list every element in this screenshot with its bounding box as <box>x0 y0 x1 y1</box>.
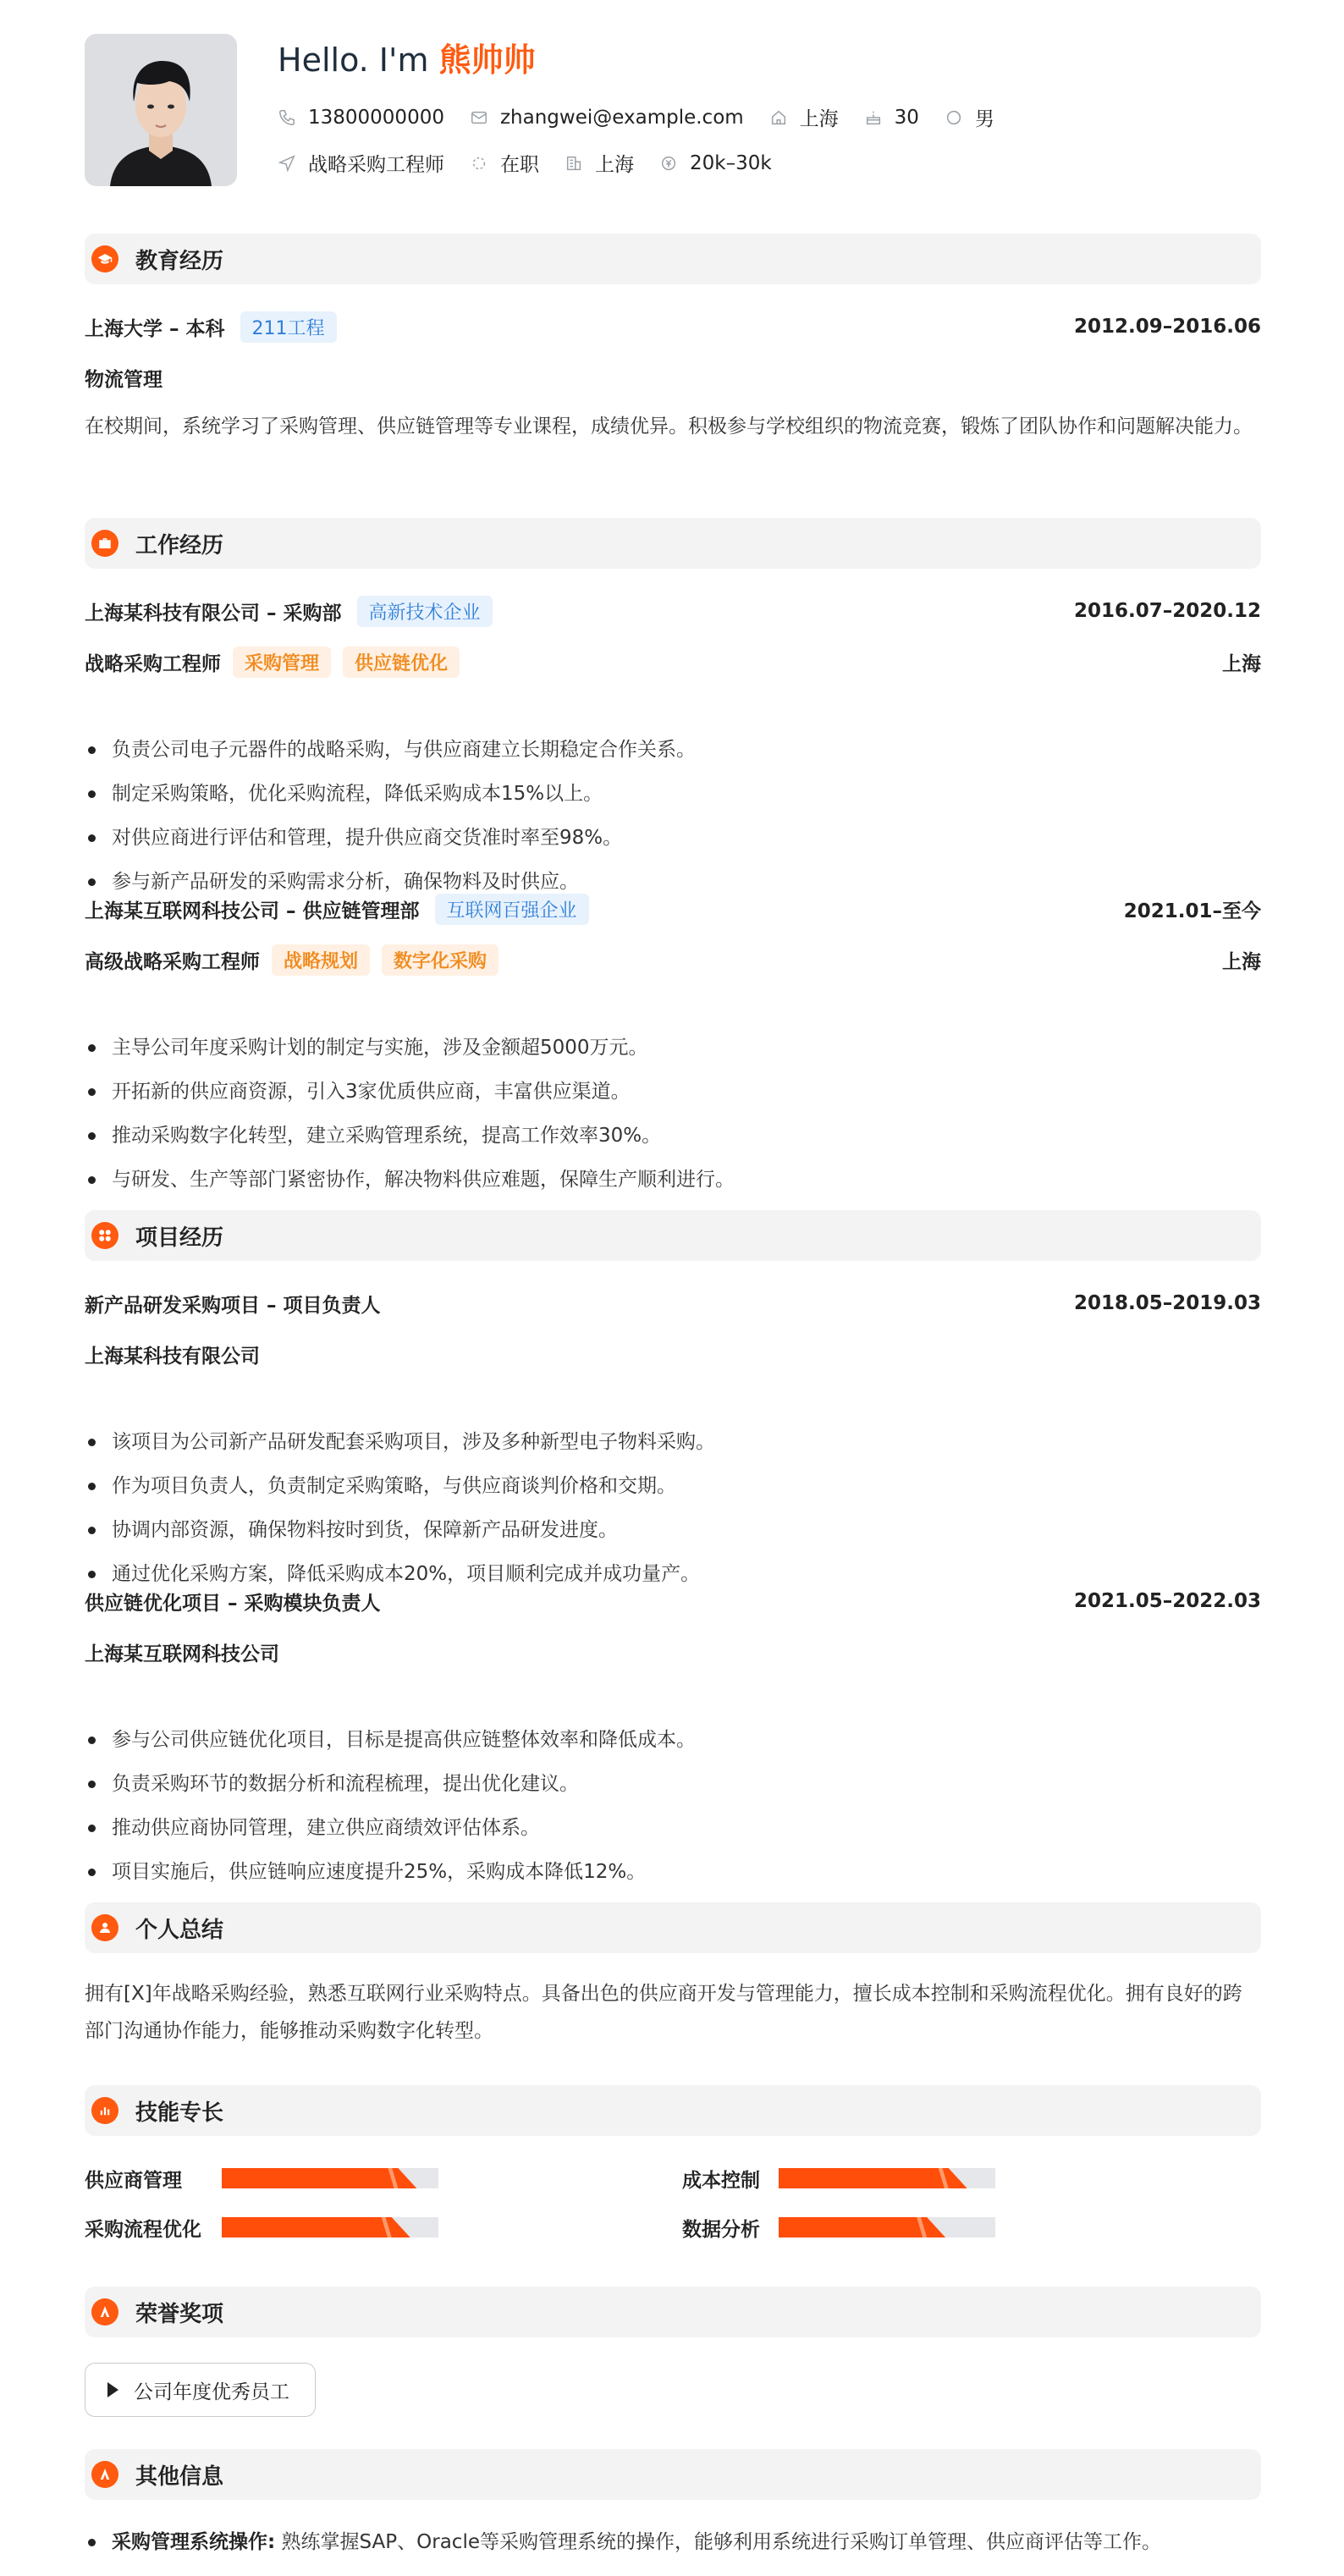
city-value: 上海 <box>799 108 839 130</box>
briefcase-icon <box>91 530 118 557</box>
mail-icon <box>470 108 488 127</box>
list-item: 作为项目负责人，负责制定采购策略，与供应商谈判价格和交期。 <box>85 1471 1261 1515</box>
position-value: 战略采购工程师 <box>308 154 444 176</box>
project-1-company-row <box>85 1339 1261 1369</box>
skills-section-header <box>85 2085 1261 2136</box>
work-1-period: 2016.07–2020.12 <box>1073 600 1261 622</box>
work-2-bullets <box>85 1032 1261 1208</box>
other-section-title: 其他信息 <box>135 2463 224 2490</box>
list-item: 通过优化采购方案，降低采购成本20%，项目顺利完成并成功量产。 <box>85 1559 1261 1603</box>
list-item: 制定采购策略，优化采购流程，降低采购成本15%以上。 <box>85 779 1261 823</box>
graduation-cap-icon <box>91 245 118 272</box>
age-info <box>864 107 919 129</box>
target-city-info <box>565 149 634 177</box>
work-1-title: 战略采购工程师 <box>85 652 221 675</box>
work-2-period: 2021.01–至今 <box>1123 900 1261 922</box>
school-name: 上海大学 – 本科 <box>85 317 225 340</box>
work-2-title: 高级战略采购工程师 <box>85 950 260 973</box>
skills-section-title: 技能专长 <box>135 2100 224 2126</box>
list-item: 负责公司电子元器件的战略采购，与供应商建立长期稳定合作关系。 <box>85 735 1261 779</box>
contact-row <box>278 103 1020 131</box>
education-description: 在校期间，系统学习了采购管理、供应链管理等专业课程，成绩优异。积极参与学校组织的物流竞赛，锻炼了团队协作和问题解决能力。 <box>85 416 1253 438</box>
status-icon <box>470 154 488 173</box>
honors-section-header <box>85 2287 1261 2337</box>
education-entry-header <box>85 311 1261 342</box>
list-item: 该项目为公司新产品研发配套采购项目，涉及多种新型电子物料采购。 <box>85 1427 1261 1471</box>
education-major-row <box>85 362 1261 393</box>
work-1-company: 上海某科技有限公司 – 采购部 <box>85 602 342 625</box>
work-1-bullets <box>85 735 1261 911</box>
status-info <box>470 149 539 177</box>
city-info <box>769 103 839 131</box>
skill-item <box>682 2163 995 2193</box>
home-icon <box>769 108 788 127</box>
list-item <box>85 2527 1261 2557</box>
skill-bar-fill <box>222 2217 410 2237</box>
work-entry-2-header <box>85 894 1261 924</box>
work-entry-1-header <box>85 596 1261 626</box>
age-value: 30 <box>894 106 919 129</box>
list-item: 开拓新的供应商资源，引入3家优质供应商，丰富供应渠道。 <box>85 1076 1261 1120</box>
project-2-header <box>85 1586 1261 1616</box>
list-item: 推动供应商协同管理，建立供应商绩效评估体系。 <box>85 1813 1261 1857</box>
skill-name: 供应商管理 <box>85 2169 182 2192</box>
avatar-portrait-icon <box>85 34 237 186</box>
resume-header <box>85 34 1261 186</box>
major-name: 物流管理 <box>85 368 162 391</box>
list-item: 对供应商进行评估和管理，提升供应商交货准时率至98%。 <box>85 823 1261 867</box>
email-info <box>470 107 744 129</box>
project-1-header <box>85 1288 1261 1318</box>
project-2-company: 上海某互联网科技公司 <box>85 1643 279 1665</box>
bar-chart-icon <box>91 2097 118 2124</box>
coin-icon <box>659 154 678 173</box>
list-item: 参与公司供应链优化项目，目标是提高供应链整体效率和降低成本。 <box>85 1725 1261 1769</box>
work-entry-1-title-row <box>85 647 1261 677</box>
salary-info <box>659 152 772 174</box>
summary-section-header <box>85 1902 1261 1953</box>
candidate-name: 熊帅帅 <box>438 41 536 79</box>
salary-value: 20k–30k <box>690 151 772 174</box>
honors-section-title: 荣誉奖项 <box>135 2301 224 2327</box>
skill-bar <box>779 2217 995 2237</box>
gender-info <box>945 103 994 131</box>
target-city-value: 上海 <box>595 154 634 176</box>
education-section-header <box>85 234 1261 284</box>
project-2-name: 供应链优化项目 – 采购模块负责人 <box>85 1592 381 1615</box>
phone-value: 13800000000 <box>308 106 444 129</box>
skill-bar <box>779 2168 995 2188</box>
skill-item <box>85 2212 438 2243</box>
project-1-name: 新产品研发采购项目 – 项目负责人 <box>85 1294 381 1317</box>
building-icon <box>565 154 583 173</box>
skill-item <box>682 2212 995 2243</box>
phone-icon <box>278 108 296 127</box>
honor-item[interactable] <box>85 2363 316 2417</box>
work-1-tag: 高新技术企业 <box>357 596 493 627</box>
skill-name: 采购流程优化 <box>85 2218 201 2241</box>
grid-icon <box>91 1222 118 1249</box>
list-item: 项目实施后，供应链响应速度提升25%，采购成本降低12%。 <box>85 1857 1261 1901</box>
work-1-skill-tag: 采购管理 <box>233 647 331 678</box>
work-2-skill-tag: 数字化采购 <box>382 944 498 976</box>
play-icon <box>107 2382 118 2397</box>
list-item: 与研发、生产等部门紧密协作，解决物料供应难题，保障生产顺利进行。 <box>85 1164 1261 1208</box>
list-item: 协调内部资源，确保物料按时到货，保障新产品研发进度。 <box>85 1515 1261 1559</box>
award-icon <box>91 2298 118 2326</box>
project-2-company-row <box>85 1637 1261 1667</box>
skill-bar <box>222 2168 438 2188</box>
avatar <box>85 34 237 186</box>
project-2-period: 2021.05–2022.03 <box>1073 1590 1261 1612</box>
greeting-title <box>278 34 536 80</box>
list-item: 推动采购数字化转型，建立采购管理系统，提高工作效率30%。 <box>85 1120 1261 1164</box>
skill-item <box>85 2163 438 2193</box>
work-section-title: 工作经历 <box>135 532 224 559</box>
work-entry-2-title-row <box>85 944 1261 975</box>
project-2-bullets <box>85 1725 1261 1901</box>
work-1-location: 上海 <box>1222 652 1261 675</box>
work-1-skill-tag: 供应链优化 <box>343 647 460 678</box>
education-period: 2012.09–2016.06 <box>1073 316 1261 338</box>
skill-bar-fill <box>222 2168 416 2188</box>
work-2-tag: 互联网百强企业 <box>435 894 589 925</box>
send-icon <box>278 154 296 173</box>
skill-name: 成本控制 <box>682 2169 760 2192</box>
other-info-list <box>85 2527 1261 2557</box>
skill-bar <box>222 2217 438 2237</box>
work-section-header <box>85 518 1261 569</box>
skill-bar-fill <box>779 2168 967 2188</box>
phone-info <box>278 107 444 129</box>
project-1-company: 上海某科技有限公司 <box>85 1345 260 1368</box>
project-1-bullets <box>85 1427 1261 1603</box>
school-tag: 211工程 <box>240 311 337 343</box>
skill-name: 数据分析 <box>682 2218 760 2241</box>
cake-icon <box>864 108 883 127</box>
user-icon <box>91 1914 118 1941</box>
work-2-skill-tag: 战略规划 <box>272 944 370 976</box>
position-info <box>278 149 444 177</box>
education-section-title: 教育经历 <box>135 248 224 274</box>
gender-icon <box>945 108 963 127</box>
other-info-value: 熟练掌握SAP、Oracle等采购管理系统的操作，能够利用系统进行采购订单管理、供应商评估等工作。 <box>281 2531 1161 2553</box>
project-section-title: 项目经历 <box>135 1225 224 1251</box>
award-icon <box>91 2461 118 2488</box>
job-intent-row <box>278 149 797 177</box>
summary-section-title: 个人总结 <box>135 1917 224 1943</box>
greeting-text: Hello. I'm <box>278 41 429 79</box>
resume-page <box>85 34 1261 2553</box>
summary-text: 拥有[X]年战略采购经验，熟悉互联网行业采购特点。具备出色的供应商开发与管理能力，擅长成本控制和采购流程优化。拥有良好的跨部门沟通协作能力，能够推动采购数字化转型。 <box>85 1983 1242 2042</box>
work-2-company: 上海某互联网科技公司 – 供应链管理部 <box>85 900 420 922</box>
email-value: zhangwei@example.com <box>499 106 744 129</box>
project-section-header <box>85 1210 1261 1261</box>
list-item: 主导公司年度采购计划的制定与实施，涉及金额超5000万元。 <box>85 1032 1261 1076</box>
other-section-header <box>85 2449 1261 2500</box>
gender-value: 男 <box>974 108 994 130</box>
project-1-period: 2018.05–2019.03 <box>1073 1292 1261 1314</box>
other-info-key: 采购管理系统操作: <box>112 2531 276 2553</box>
status-value: 在职 <box>500 154 539 176</box>
honor-label: 公司年度优秀员工 <box>134 2381 289 2403</box>
list-item: 参与新产品研发的采购需求分析，确保物料及时供应。 <box>85 867 1261 911</box>
work-2-location: 上海 <box>1222 950 1261 973</box>
list-item: 负责采购环节的数据分析和流程梳理，提出优化建议。 <box>85 1769 1261 1813</box>
